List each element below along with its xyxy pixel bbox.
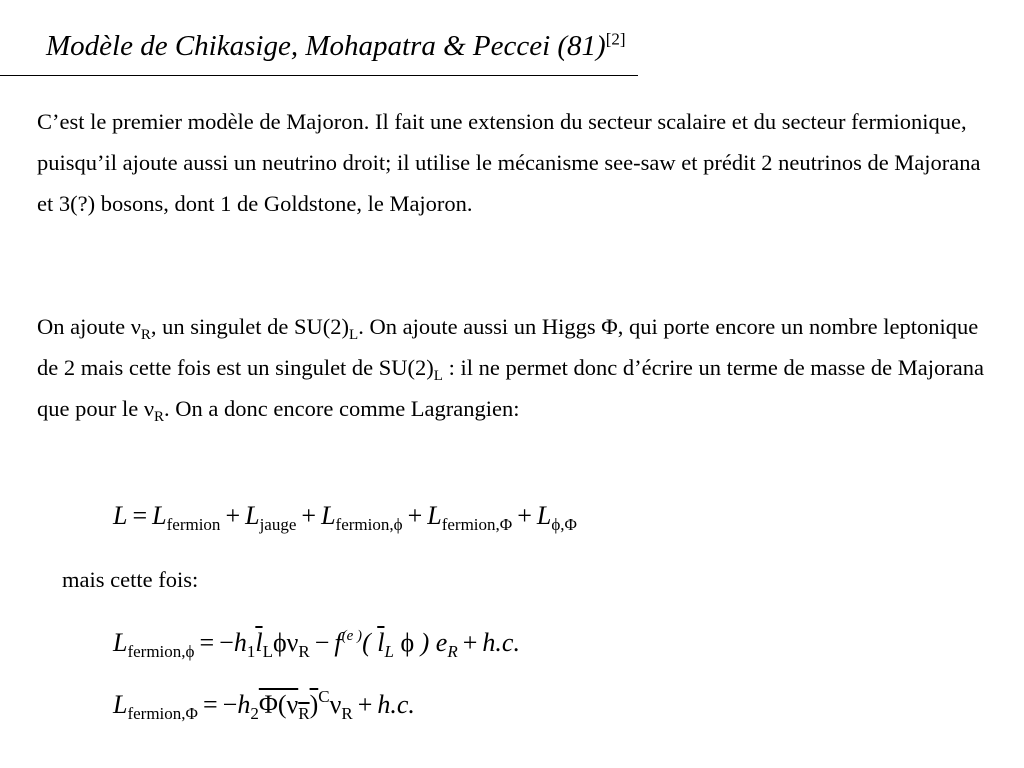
eq1-L4: L [427, 501, 442, 530]
eq2-h-sub: 1 [246, 642, 256, 661]
eq3-plus: + [357, 690, 373, 719]
eq3-h-sub: 2 [250, 704, 259, 723]
eq2-hc: h.c. [482, 628, 520, 657]
eq1-sub-phi-Phi: ϕ,Φ [551, 515, 577, 534]
eq3-lhs-sub: fermion,Φ [127, 704, 198, 723]
p2-sub-c: L [433, 368, 443, 384]
eq3-C-sup: C [318, 687, 330, 706]
p2-text-c: . On ajoute aussi un Higgs Φ, qui porte encore un nombre leptonique de 2 mais cette fois est un singulet de SU(2) [37, 314, 979, 380]
eq2-L: L [113, 628, 128, 657]
p2-text-d: : il ne permet donc d’écrire un terme de masse de Majorana que pour le ν [37, 355, 984, 421]
eq3-nu2: ν [329, 690, 342, 719]
eq3-close-paren: ) [309, 690, 319, 719]
eq1-sub-jauge: jauge [259, 515, 297, 534]
eq2-l-sub: L [262, 642, 273, 661]
p2-text-a: On ajoute ν [37, 314, 141, 339]
p2-sub-d: R [154, 409, 165, 425]
eq2-lhs-sub: fermion,ϕ [127, 642, 195, 661]
eq2-e: e [435, 628, 448, 657]
eq1-sub-fermion-Phi: fermion,Φ [441, 515, 513, 534]
eq3-minus: − [222, 690, 238, 719]
eq3-nu2-sub: R [341, 704, 353, 723]
eq1-L5: L [536, 501, 552, 530]
eq1-equals: = [132, 501, 148, 530]
equation-fermion-Phi [113, 689, 415, 721]
eq1-L2: L [245, 501, 260, 530]
title-underline [0, 75, 638, 76]
eq3-Phi-nu: Φ(ν [258, 690, 299, 719]
eq2-plus: + [462, 628, 478, 657]
eq2-phi2: ϕ [400, 628, 415, 657]
p2-sub-a: R [140, 327, 151, 343]
eq2-open-paren: ( [362, 628, 371, 657]
eq1-L1: L [152, 501, 167, 530]
page-title [46, 30, 626, 63]
mais-cette-fois: mais cette fois: [62, 567, 199, 592]
eq1-L3: L [321, 501, 336, 530]
eq2-f-sup: (e ) [341, 628, 363, 644]
equation-fermion-phi [113, 627, 520, 659]
eq2-e-sub: R [447, 642, 458, 661]
eq2-close-paren: ) [420, 628, 430, 657]
eq1-sub-fermion: fermion [166, 515, 221, 534]
eq1-plus-4: + [517, 501, 532, 530]
eq2-f: f [334, 628, 342, 657]
p2-text-b: , un singulet de SU(2) [150, 314, 350, 339]
eq2-l2-bar: $\overline{l}$ [377, 628, 385, 657]
eq3-h: h [237, 690, 251, 719]
eq2-equals: = [199, 628, 215, 657]
eq3-conjugate-group [258, 690, 319, 723]
p2-sub-b: L [349, 327, 359, 343]
paragraph-model [37, 306, 997, 429]
eq3-hc: h.c. [377, 690, 415, 719]
eq2-minus-1: − [219, 628, 234, 657]
eq1-plus-3: + [407, 501, 423, 530]
equation-lagrangian [113, 500, 577, 532]
eq1-plus-2: + [301, 501, 317, 530]
eq1-L: L [113, 501, 128, 530]
title-reference: [2] [605, 29, 626, 49]
eq3-L: L [113, 690, 128, 719]
eq2-h: h [233, 628, 247, 657]
eq2-phi-nu: ϕν [272, 628, 299, 657]
eq2-l-bar: $\overline{l}$ [255, 628, 263, 657]
eq2-minus-2: − [314, 628, 330, 657]
eq2-l2-sub: L [384, 642, 394, 661]
title-text: Modèle de Chikasige, Mohapatra & Peccei (81) [46, 30, 606, 62]
paragraph-intro: C’est le premier modèle de Majoron. Il fait une extension du secteur scalaire et du secteur fermionique, puisqu’il ajoute aussi un neutrino droit; il utilise le mécanisme see-saw et prédit 2 neutrinos de Majorana et 3(?) bosons, dont 1 de Goldstone, le Majoron. [37, 109, 981, 216]
p2-text-e: . On a donc encore comme Lagrangien: [164, 396, 520, 421]
eq1-sub-fermion-phi: fermion,ϕ [335, 515, 403, 534]
eq3-nu-sub: R [298, 704, 310, 723]
eq2-nu-sub: R [298, 642, 310, 661]
eq1-plus-1: + [225, 501, 241, 530]
eq3-equals: = [202, 690, 218, 719]
